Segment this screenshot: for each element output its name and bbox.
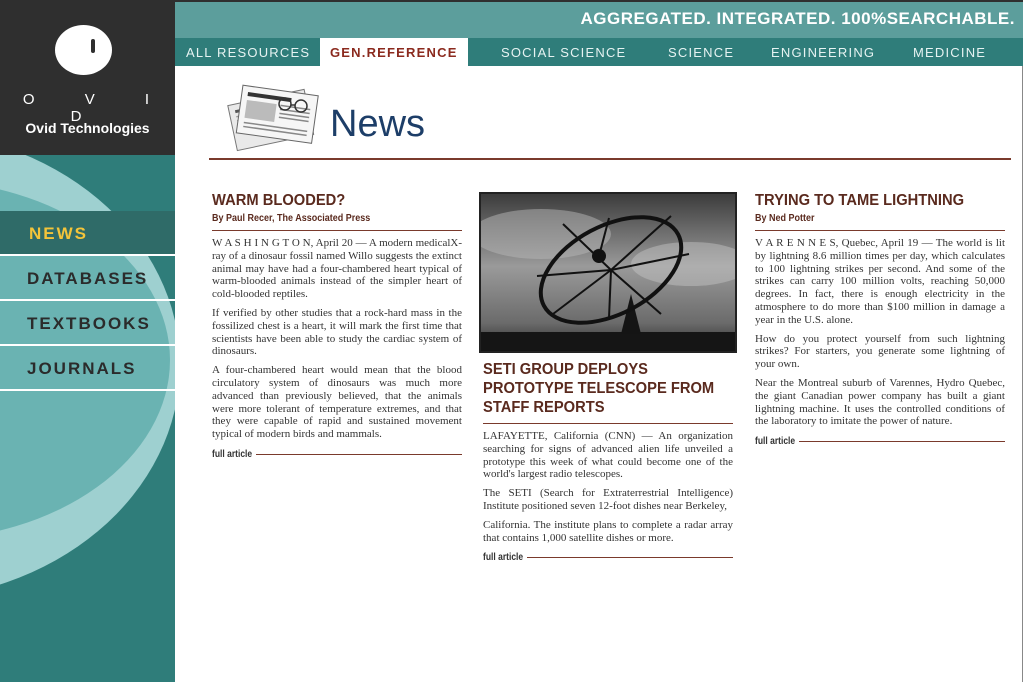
banner-tagline: AGGREGATED. INTEGRATED. 100%SEARCHABLE. — [580, 9, 1015, 28]
article-warm-blooded — [212, 191, 462, 460]
article-byline: By Ned Potter — [755, 213, 815, 224]
article-headline[interactable]: TRYING TO TAME LIGHTNING — [755, 192, 965, 209]
full-article-label[interactable]: full article — [483, 552, 524, 564]
sidebar — [0, 0, 175, 682]
article-paragraph: W A S H I N G T O N, April 20 — A modern medicalX-ray of a dinosaur fossil named Willo suggests the extinct animal may have had a four-chambered heart typical of warm-blooded animals instead of the simpler heart of cold-blooded reptiles. — [212, 237, 462, 301]
article-seti — [483, 360, 733, 563]
sidebar-item-textbooks[interactable]: TEXTBOOKS — [0, 301, 175, 346]
byline-divider — [483, 423, 733, 424]
byline-divider — [212, 230, 462, 231]
ovid-logo-icon — [55, 25, 112, 75]
full-article-link[interactable] — [483, 552, 733, 563]
logo-company-name: Ovid Technologies — [25, 120, 150, 136]
article-byline: By Paul Recer, The Associated Press — [212, 213, 371, 224]
article-headline[interactable]: SETI GROUP DEPLOYS PROTOTYPE TELESCOPE FROM STAFF REPORTS — [483, 361, 715, 416]
tab-medicine[interactable]: MEDICINE — [913, 45, 987, 60]
sidebar-item-journals[interactable]: JOURNALS — [0, 346, 175, 391]
article-paragraph: How do you protect yourself from such lightning strikes? For starters, you generate some lightning of your own. — [755, 332, 1005, 371]
tab-engineering[interactable]: ENGINEERING — [771, 45, 876, 60]
full-article-link[interactable] — [212, 449, 462, 460]
sidebar-item-news[interactable]: NEWS — [0, 211, 175, 256]
tab-all-resources[interactable]: ALL RESOURCES — [186, 45, 311, 60]
main-content — [175, 66, 1023, 682]
article-paragraph: The SETI (Search for Extraterrestrial Intelligence) Institute positioned seven 12-foot dishes near Berkeley, — [483, 487, 733, 512]
article-paragraph: A four-chambered heart would mean that the blood circulatory system of dinosaurs was much more advanced than previously believed, that the animals were more tolerant of temperature extremes, and that they were capable of rapid and sustained movement typical of modern birds and mammals. — [212, 364, 462, 441]
sidebar-item-databases[interactable]: DATABASES — [0, 256, 175, 301]
article-headline[interactable]: WARM BLOODED? — [212, 192, 346, 209]
sidebar-nav — [0, 211, 175, 391]
article-paragraph: Near the Montreal suburb of Varennes, Hydro Quebec, the giant Canadian power company has built a giant lightning machine. It uses the controlled conditions of the laboratory to imitate the power of nature. — [755, 376, 1005, 428]
byline-divider — [755, 230, 1005, 231]
article-paragraph: California. The institute plans to complete a radar array that contains 1,000 satellite dishes or more. — [483, 518, 733, 544]
satellite-dish-icon — [481, 194, 737, 353]
title-divider — [209, 158, 1011, 160]
category-tabs — [175, 38, 1023, 66]
full-article-label[interactable]: full article — [212, 448, 253, 460]
logo-letters: O V I D — [22, 91, 173, 125]
article-paragraph: If verified by other studies that a rock-hard mass in the fossilized chest is a heart, it will mark the first time that scientists have been able to study the cardiac system of dinosaurs. — [212, 306, 462, 358]
full-article-link[interactable] — [755, 436, 1005, 447]
tab-science[interactable]: SCIENCE — [668, 45, 735, 60]
article-lightning — [755, 191, 1005, 447]
full-article-rule — [256, 454, 462, 455]
top-banner — [175, 0, 1023, 38]
article-paragraph: LAFAYETTE, California (CNN) — An organization searching for signs of advanced alien life unveiled a prototype this week of what could become one of the world's largest radio telescopes. — [483, 430, 733, 481]
page-title: News — [330, 103, 426, 145]
full-article-label[interactable]: full article — [755, 436, 796, 448]
logo[interactable] — [0, 0, 175, 155]
satellite-dish-photo — [479, 192, 737, 353]
article-paragraph: V A R E N N E S, Quebec, April 19 — The world is lit by lightning 8.6 million times per day, which calculates to 100 lightning strikes per second. And some of the strikes can carry 100 million volts, reaching 50,000 degrees. In fact, there is enough electricity in the atmosphere to do more than $100 million in damage a year in the U.S. alone. — [755, 237, 1005, 326]
tab-social-science[interactable]: SOCIAL SCIENCE — [501, 45, 627, 60]
full-article-rule — [799, 441, 1005, 442]
tab-gen-reference[interactable]: GEN.REFERENCE — [320, 38, 468, 66]
full-article-rule — [527, 557, 733, 558]
newspaper-icon — [225, 74, 325, 159]
